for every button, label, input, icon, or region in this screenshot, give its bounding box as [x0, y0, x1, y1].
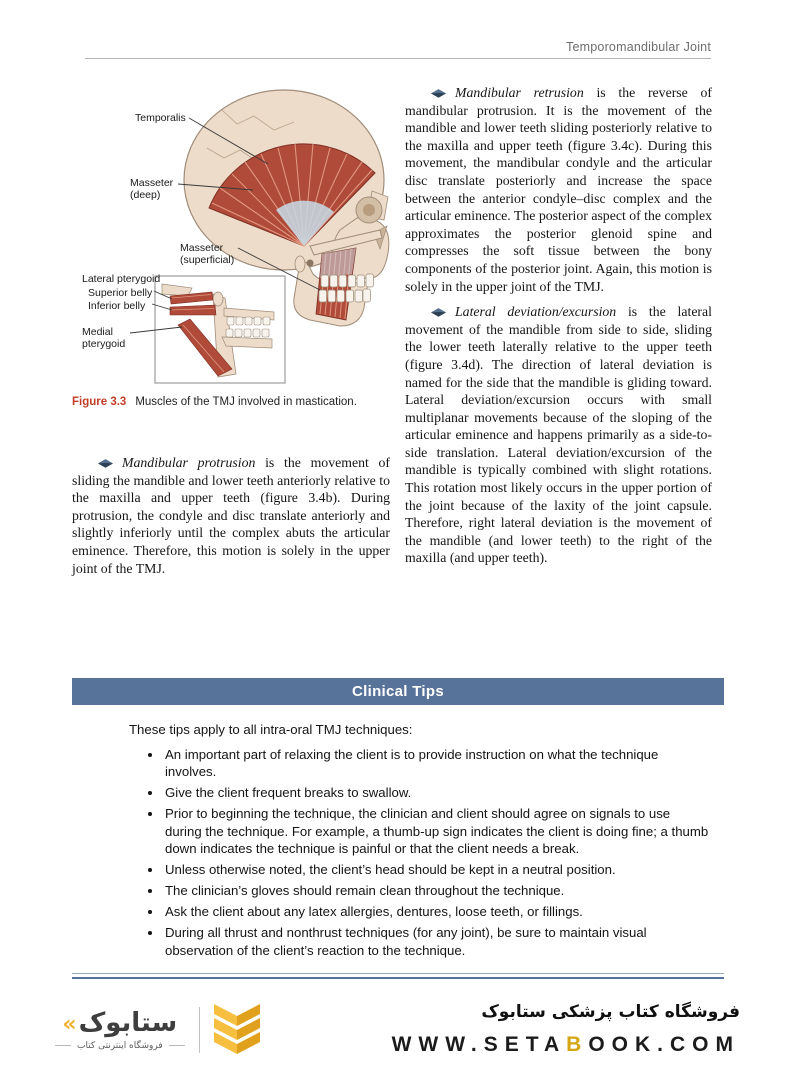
figure-caption [72, 396, 390, 408]
paragraph-lateral-deviation [405, 303, 712, 567]
setabook-logo [55, 1004, 260, 1056]
diamond-bullet-icon [431, 308, 446, 317]
pterygoid-inset [155, 276, 285, 383]
store-title-farsi: فروشگاه کتاب پزشکی ستابوک [481, 1002, 740, 1022]
chevron-book-icon [214, 1004, 260, 1056]
label-inferior-belly: Inferior belly [88, 300, 146, 312]
label-medial-pterygoid: Medial pterygoid [82, 326, 126, 351]
tip-item: • Unless otherwise noted, the client’s head should be kept in a neutral position. [163, 861, 710, 879]
url-accent-letter: B [566, 1033, 589, 1056]
running-head: Temporomandibular Joint [566, 40, 711, 54]
logo-tagline-text: فروشگاه اینترنتی کتاب [77, 1040, 163, 1051]
clinical-tips-intro: These tips apply to all intra-oral TMJ techniques: [129, 722, 413, 737]
tip-item: • Give the client frequent breaks to swallow. [163, 784, 710, 802]
tip-item: • Ask the client about any latex allergies, dentures, loose teeth, or fillings. [163, 903, 710, 921]
logo-wordmark-block [55, 1007, 185, 1051]
tagline-line [169, 1045, 185, 1046]
label-temporalis: Temporalis [135, 112, 186, 124]
paragraph-text: is the reverse of mandibular protrusion. It is the movement of the mandible and lower teeth sliding posteriorly relative to the maxilla and upper teeth (figure 3.4c). During this movement, the mandibular condyle and the articular disc translate posteriorly and increase the space between the anterior condyle–disc complex and the articular eminence. The posterior aspect of the complex approximates the posterior glenoid spine and compresses the soft tissue between the bony components of the posterior joint. Again, this motion is solely in the upper joint of the TMJ. [405, 85, 712, 294]
footer-store-info [392, 1002, 740, 1057]
label-lateral-pterygoid: Lateral pterygoid [82, 273, 161, 285]
logo-wordmark-text: ستابوک [78, 1007, 178, 1038]
section-divider-bottom [72, 977, 724, 979]
clinical-tips-title: Clinical Tips [72, 678, 724, 705]
clinical-tips-box [72, 678, 724, 979]
logo-wordmark [55, 1007, 185, 1038]
label-superior-belly: Superior belly [88, 287, 153, 299]
paragraph-mandibular-retrusion [405, 84, 712, 295]
figure-caption-text: Muscles of the TMJ involved in mastication. [135, 396, 357, 408]
tip-item: • Prior to beginning the technique, the clinician and client should agree on signals to use during the technique. For example, a thumb-up sign indicates the client is doing fine; a thumb down indicates the technique is painful or that the client needs a break. [163, 805, 710, 858]
label-masseter-superficial: Masseter (superficial) [180, 242, 235, 267]
url-segment: WWW.SETA [391, 1033, 567, 1056]
url-segment: OOK.COM [588, 1033, 740, 1056]
tip-item: • During all thrust and nonthrust techniques (for any joint), be sure to maintain visual observation of the client’s reaction to the technique. [163, 924, 710, 959]
tip-item: • An important part of relaxing the client is to provide instruction on what the technique involves. [163, 746, 710, 781]
term-mandibular-retrusion: Mandibular retrusion [455, 85, 584, 100]
store-website-url [392, 1033, 740, 1057]
figure-caption-label: Figure 3.3 [72, 396, 127, 408]
logo-tagline [55, 1041, 185, 1051]
left-column [72, 78, 390, 577]
diamond-bullet-icon [98, 459, 113, 468]
term-mandibular-protrusion: Mandibular protrusion [122, 455, 256, 470]
clinical-tips-body [72, 705, 724, 960]
clinical-tips-list [129, 746, 710, 960]
section-divider-top [72, 973, 724, 974]
paragraph-text: is the lateral movement of the mandible from side to side, sliding the lower teeth laterally relative to the upper teeth (figure 3.4d). The direction of lateral deviation is named for the side that the mandible is gliding toward. Lateral deviation/excursion occurs with small multiplanar movements because of the sloping of the articular eminence and happens primarily as a side-to-side translation. Lateral deviation/excursion of the mandible is typically combined with slight rotations. This rotation most likely occurs in the upper portion of the joint because of the laxity of the joint capsule. Therefore, right lateral deviation is the movement of the mandible (and lower teeth) to the right of the maxilla (and upper teeth). [405, 304, 712, 566]
diamond-bullet-icon [431, 89, 446, 98]
paragraph-text: is the movement of sliding the mandible and lower teeth anteriorly relative to the maxilla and upper teeth (figure 3.4b). During protrusion, the condyle and disc translate anteriorly and slightly inferiorly until the complex abuts the articular eminence. Therefore, this motion is solely in the upper joint of the TMJ. [72, 455, 391, 576]
guillemet-icon: « [62, 1011, 77, 1037]
tagline-line [55, 1045, 71, 1046]
paragraph-mandibular-protrusion [72, 454, 390, 577]
label-masseter-deep: Masseter (deep) [130, 177, 174, 202]
logo-divider [199, 1007, 200, 1053]
figure-3-3 [72, 78, 402, 388]
tip-item: • The clinician’s gloves should remain clean throughout the technique. [163, 882, 710, 900]
header-divider [85, 58, 711, 59]
footer-watermark [0, 998, 796, 1073]
term-lateral-deviation: Lateral deviation/excursion [455, 304, 617, 320]
right-column [405, 84, 712, 567]
